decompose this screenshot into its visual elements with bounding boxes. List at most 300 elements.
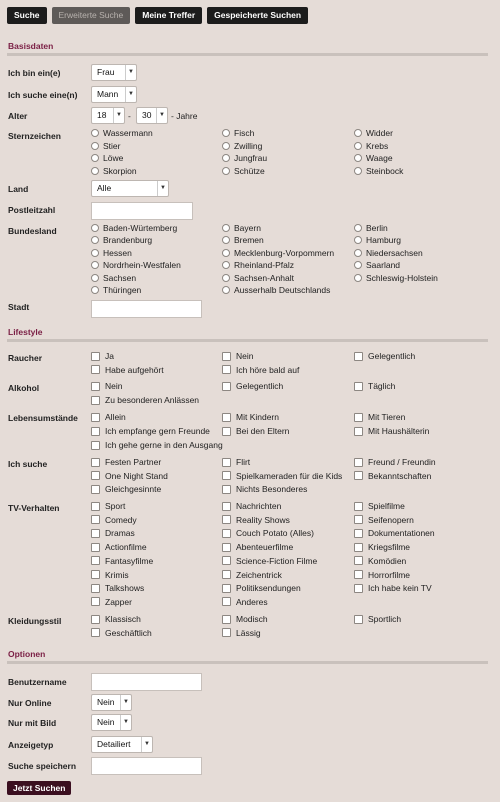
checkbox[interactable]	[91, 427, 100, 436]
radio-button[interactable]	[354, 249, 362, 257]
kleidungsstil-label: Kleidungsstil	[8, 616, 62, 626]
checkbox[interactable]	[222, 471, 231, 480]
checkbox[interactable]	[222, 556, 231, 565]
radio-option[interactable]	[91, 247, 132, 259]
option-label: Reality Shows	[236, 514, 290, 525]
option-label: Allein	[105, 412, 126, 422]
checkbox[interactable]	[222, 413, 231, 422]
checkbox[interactable]	[354, 515, 363, 524]
radio-option[interactable]	[222, 222, 261, 234]
ich-suche-value: Mann	[97, 89, 119, 99]
checkbox[interactable]	[222, 628, 231, 637]
ich-suche-lifestyle-label: Ich suche	[8, 459, 48, 469]
checkbox-option[interactable]	[222, 350, 253, 362]
radio-button[interactable]	[91, 154, 99, 162]
postleitzahl-label: Postleitzahl	[8, 205, 56, 215]
chevron-down-icon: ▼	[125, 65, 136, 80]
option-label: Mit Kindern	[236, 412, 279, 422]
option-label: Fantasyfilme	[105, 555, 154, 566]
radio-button[interactable]	[354, 167, 362, 175]
alter-suffix: - Jahre	[171, 111, 198, 121]
bundesland-label: Bundesland	[8, 226, 57, 236]
nur-mit-bild-label: Nur mit Bild	[8, 718, 57, 728]
checkbox-option[interactable]	[354, 555, 406, 567]
option-label: Thüringen	[103, 285, 142, 295]
section-divider	[7, 661, 488, 664]
radio-option[interactable]	[91, 222, 177, 234]
checkbox-option[interactable]	[354, 411, 405, 423]
checkbox[interactable]	[91, 529, 100, 538]
radio-option[interactable]	[222, 284, 330, 296]
radio-button[interactable]	[91, 286, 99, 294]
tab-meine-treffer[interactable]: Meine Treffer	[135, 7, 202, 24]
checkbox-option[interactable]	[222, 364, 299, 376]
option-label: Fisch	[234, 128, 255, 138]
checkbox-option[interactable]	[222, 569, 282, 581]
jetzt-suchen-button[interactable]: Jetzt Suchen	[7, 781, 71, 795]
option-label: Horrorfilme	[368, 569, 411, 580]
option-label: Gelegentlich	[368, 351, 416, 361]
checkbox[interactable]	[91, 543, 100, 552]
radio-button[interactable]	[354, 261, 362, 269]
option-label: Gelegentlich	[236, 381, 284, 391]
raucher-label: Raucher	[8, 353, 43, 363]
checkbox-option[interactable]	[354, 582, 432, 594]
option-label: Täglich	[368, 381, 396, 391]
ich-suche-label: Ich suche eine(n)	[8, 90, 78, 100]
checkbox[interactable]	[91, 584, 100, 593]
checkbox-option[interactable]	[222, 582, 301, 594]
option-label: Dramas	[105, 528, 135, 539]
checkbox-option[interactable]	[354, 569, 410, 581]
radio-option[interactable]	[354, 127, 393, 139]
alter-from-select[interactable]	[91, 107, 125, 124]
checkbox-option[interactable]	[91, 380, 122, 392]
radio-option[interactable]	[354, 272, 438, 284]
radio-button[interactable]	[222, 261, 230, 269]
checkbox-option[interactable]	[91, 456, 161, 468]
option-label: Schütze	[234, 166, 265, 177]
option-label: Festen Partner	[105, 457, 162, 467]
checkbox-option[interactable]	[91, 569, 129, 581]
radio-option[interactable]	[91, 140, 120, 152]
land-label: Land	[8, 184, 29, 194]
option-label: Zeichentrick	[236, 569, 282, 580]
radio-button[interactable]	[222, 249, 230, 257]
checkbox[interactable]	[222, 427, 231, 436]
option-label: Brandenburg	[103, 235, 153, 246]
option-label: Ja	[105, 351, 114, 361]
option-label: Wassermann	[103, 128, 153, 138]
option-label: Nachrichten	[236, 501, 282, 511]
stadt-label: Stadt	[8, 302, 30, 312]
option-label: Klassisch	[105, 614, 141, 624]
checkbox-option[interactable]	[91, 527, 135, 539]
checkbox-option[interactable]	[222, 527, 314, 539]
checkbox[interactable]	[222, 485, 231, 494]
radio-option[interactable]	[222, 234, 264, 246]
checkbox[interactable]	[91, 352, 100, 361]
checkbox-option[interactable]	[91, 350, 114, 362]
option-label: Nein	[236, 351, 254, 361]
option-label: Geschäftlich	[105, 627, 152, 638]
checkbox[interactable]	[222, 382, 231, 391]
checkbox[interactable]	[354, 543, 363, 552]
option-label: Dokumentationen	[368, 528, 435, 539]
option-label: Spielfilme	[368, 501, 405, 511]
option-label: Talkshows	[105, 583, 145, 594]
checkbox-option[interactable]	[354, 613, 401, 625]
option-label: Krebs	[366, 140, 389, 151]
checkbox-option[interactable]	[222, 483, 307, 495]
checkbox[interactable]	[91, 365, 100, 374]
option-label: Berlin	[366, 223, 388, 233]
option-label: Mecklenburg-Vorpommern	[234, 247, 335, 258]
checkbox[interactable]	[354, 413, 363, 422]
radio-option[interactable]	[91, 152, 123, 164]
radio-option[interactable]	[354, 247, 423, 259]
option-label: Sachsen-Anhalt	[234, 272, 295, 283]
radio-option[interactable]	[354, 140, 388, 152]
benutzername-label: Benutzername	[8, 677, 67, 687]
checkbox-option[interactable]	[222, 596, 268, 608]
chevron-down-icon: ▼	[157, 181, 168, 196]
checkbox-option[interactable]	[354, 541, 410, 553]
tab-suche[interactable]: Suche	[7, 7, 47, 24]
ich-suche-select[interactable]	[91, 86, 137, 103]
radio-button[interactable]	[91, 249, 99, 257]
checkbox-option[interactable]	[91, 483, 161, 495]
option-label: Seifenopern	[368, 514, 414, 525]
checkbox-option[interactable]	[354, 456, 436, 468]
radio-button[interactable]	[222, 236, 230, 244]
option-label: Hessen	[103, 247, 132, 258]
checkbox-option[interactable]	[222, 456, 250, 468]
checkbox[interactable]	[354, 529, 363, 538]
checkbox-option[interactable]	[222, 500, 281, 512]
radio-button[interactable]	[91, 274, 99, 282]
checkbox[interactable]	[354, 615, 363, 624]
checkbox-option[interactable]	[91, 541, 147, 553]
option-label: Ich habe kein TV	[368, 583, 432, 594]
option-label: Sport	[105, 501, 126, 511]
option-label: Waage	[366, 153, 393, 164]
checkbox[interactable]	[222, 615, 231, 624]
alter-separator: -	[128, 111, 131, 121]
anzeigetyp-label: Anzeigetyp	[8, 740, 54, 750]
checkbox-option[interactable]	[222, 470, 342, 482]
radio-button[interactable]	[354, 236, 362, 244]
checkbox[interactable]	[354, 382, 363, 391]
checkbox-option[interactable]	[91, 555, 153, 567]
option-label: Ich empfange gern Freunde	[105, 426, 210, 436]
checkbox[interactable]	[91, 615, 100, 624]
radio-option[interactable]	[222, 259, 294, 271]
suche-speichern-input[interactable]	[91, 757, 202, 775]
checkbox[interactable]	[222, 502, 231, 511]
option-label: Nordrhein-Westfalen	[103, 260, 181, 271]
checkbox[interactable]	[222, 515, 231, 524]
option-label: Freund / Freundin	[368, 457, 436, 467]
radio-option[interactable]	[91, 234, 152, 246]
checkbox-option[interactable]	[222, 627, 261, 639]
option-label: Nein	[105, 381, 123, 391]
ich-bin-select[interactable]	[91, 64, 137, 81]
option-label: Löwe	[103, 153, 124, 164]
option-label: Mit Haushälterin	[368, 426, 430, 436]
option-label: Rheinland-Pfalz	[234, 260, 295, 271]
option-label: Abenteuerfilme	[236, 542, 294, 553]
benutzername-input[interactable]	[91, 673, 202, 691]
checkbox[interactable]	[222, 543, 231, 552]
radio-option[interactable]	[222, 140, 262, 152]
checkbox-option[interactable]	[222, 380, 283, 392]
radio-option[interactable]	[354, 152, 393, 164]
radio-option[interactable]	[354, 222, 388, 234]
checkbox-option[interactable]	[354, 514, 414, 526]
checkbox-option[interactable]	[222, 514, 290, 526]
radio-option[interactable]	[91, 165, 137, 177]
radio-option[interactable]	[91, 259, 181, 271]
checkbox[interactable]	[91, 382, 100, 391]
radio-option[interactable]	[354, 259, 400, 271]
chevron-down-icon: ▼	[120, 695, 131, 710]
checkbox[interactable]	[354, 427, 363, 436]
option-label: Bekanntschaften	[368, 470, 432, 481]
radio-button[interactable]	[354, 274, 362, 282]
radio-option[interactable]	[222, 247, 334, 259]
option-label: Skorpion	[103, 166, 137, 177]
checkbox[interactable]	[91, 556, 100, 565]
checkbox[interactable]	[222, 352, 231, 361]
checkbox-option[interactable]	[354, 527, 435, 539]
nur-online-label: Nur Online	[8, 698, 52, 708]
option-label: Ich höre bald auf	[236, 364, 300, 375]
nur-mit-bild-select[interactable]	[91, 714, 132, 731]
option-label: Jungfrau	[234, 153, 268, 164]
option-label: Sachsen	[103, 272, 137, 283]
checkbox[interactable]	[354, 502, 363, 511]
radio-button[interactable]	[222, 224, 230, 232]
radio-option[interactable]	[222, 272, 294, 284]
radio-option[interactable]	[91, 272, 136, 284]
option-label: Mit Tieren	[368, 412, 406, 422]
suche-speichern-label: Suche speichern	[8, 761, 77, 771]
option-label: Niedersachsen	[366, 247, 423, 258]
checkbox[interactable]	[222, 597, 231, 606]
option-label: Habe aufgehört	[105, 364, 164, 375]
checkbox-option[interactable]	[91, 582, 144, 594]
radio-button[interactable]	[354, 154, 362, 162]
section-divider	[7, 339, 488, 342]
checkbox[interactable]	[354, 471, 363, 480]
radio-option[interactable]	[222, 127, 254, 139]
checkbox-option[interactable]	[91, 500, 125, 512]
option-label: Anderes	[236, 596, 268, 607]
tab-erweiterte-suche[interactable]: Erweiterte Suche	[52, 7, 131, 24]
checkbox[interactable]	[222, 458, 231, 467]
radio-button[interactable]	[222, 167, 230, 175]
option-label: Widder	[366, 128, 393, 138]
checkbox-option[interactable]	[222, 425, 289, 437]
section-title-optionen: Optionen	[8, 649, 46, 659]
section-title-basisdaten: Basisdaten	[8, 41, 54, 51]
option-label: Zapper	[105, 596, 132, 607]
radio-button[interactable]	[222, 142, 230, 150]
option-label: Hamburg	[366, 235, 401, 246]
radio-option[interactable]	[91, 284, 141, 296]
checkbox-option[interactable]	[91, 470, 168, 482]
checkbox[interactable]	[222, 529, 231, 538]
checkbox[interactable]	[91, 441, 100, 450]
land-select[interactable]	[91, 180, 169, 197]
option-label: Modisch	[236, 614, 268, 624]
option-label: Science-Fiction Filme	[236, 555, 318, 566]
section-title-lifestyle: Lifestyle	[8, 327, 43, 337]
checkbox-option[interactable]	[354, 500, 405, 512]
checkbox-option[interactable]	[91, 439, 223, 451]
checkbox-option[interactable]	[222, 541, 293, 553]
checkbox[interactable]	[222, 570, 231, 579]
checkbox[interactable]	[91, 458, 100, 467]
tab-bar	[7, 7, 308, 24]
chevron-down-icon: ▼	[125, 87, 136, 102]
nur-online-select[interactable]	[91, 694, 132, 711]
option-label: Bei den Eltern	[236, 426, 290, 436]
ich-bin-label: Ich bin ein(e)	[8, 68, 61, 78]
radio-button[interactable]	[91, 142, 99, 150]
checkbox-option[interactable]	[222, 613, 268, 625]
option-label: Baden-Würtemberg	[103, 223, 178, 233]
option-label: Zu besonderen Anlässen	[105, 395, 200, 405]
option-label: One Night Stand	[105, 470, 168, 481]
option-label: Steinbock	[366, 166, 404, 177]
checkbox-option[interactable]	[222, 411, 279, 423]
option-label: Zwilling	[234, 140, 263, 151]
checkbox-option[interactable]	[91, 394, 199, 406]
alter-label: Alter	[8, 111, 28, 121]
nur-online-value: Nein	[97, 697, 115, 707]
option-label: Bayern	[234, 223, 261, 233]
land-value: Alle	[97, 183, 112, 193]
checkbox[interactable]	[91, 597, 100, 606]
checkbox[interactable]	[91, 413, 100, 422]
option-label: Kriegsfilme	[368, 542, 411, 553]
radio-button[interactable]	[222, 154, 230, 162]
checkbox-option[interactable]	[91, 425, 210, 437]
checkbox[interactable]	[354, 458, 363, 467]
postleitzahl-input[interactable]	[91, 202, 193, 220]
chevron-down-icon: ▼	[120, 715, 131, 730]
checkbox[interactable]	[91, 502, 100, 511]
chevron-down-icon: ▼	[156, 108, 167, 123]
checkbox[interactable]	[354, 584, 363, 593]
radio-button[interactable]	[91, 167, 99, 175]
checkbox-option[interactable]	[354, 380, 395, 392]
option-label: Saarland	[366, 260, 401, 271]
tab-gespeicherte-suchen[interactable]: Gespeicherte Suchen	[207, 7, 308, 24]
chevron-down-icon: ▼	[141, 737, 152, 752]
nur-mit-bild-value: Nein	[97, 717, 115, 727]
checkbox[interactable]	[91, 570, 100, 579]
alter-from-value: 18	[97, 110, 107, 120]
checkbox-option[interactable]	[91, 613, 141, 625]
option-label: Actionfilme	[105, 542, 147, 553]
radio-button[interactable]	[222, 129, 230, 137]
radio-option[interactable]	[354, 234, 401, 246]
radio-button[interactable]	[222, 274, 230, 282]
checkbox[interactable]	[222, 584, 231, 593]
checkbox[interactable]	[91, 471, 100, 480]
option-label: Ausserhalb Deutschlands	[234, 285, 331, 295]
checkbox-option[interactable]	[91, 627, 152, 639]
radio-button[interactable]	[354, 224, 362, 232]
anzeigetyp-select[interactable]	[91, 736, 153, 753]
chevron-down-icon: ▼	[113, 108, 124, 123]
radio-button[interactable]	[91, 261, 99, 269]
radio-button[interactable]	[91, 129, 99, 137]
alter-to-value: 30	[142, 110, 152, 120]
option-label: Ich gehe gerne in den Ausgang	[105, 440, 223, 450]
sternzeichen-label: Sternzeichen	[8, 131, 61, 141]
radio-option[interactable]	[354, 165, 403, 177]
option-label: Spielkameraden für die Kids	[236, 470, 343, 481]
checkbox-option[interactable]	[354, 350, 415, 362]
option-label: Komödien	[368, 555, 407, 566]
option-label: Bremen	[234, 235, 264, 246]
option-label: Gleichgesinnte	[105, 484, 162, 494]
radio-button[interactable]	[222, 286, 230, 294]
checkbox[interactable]	[354, 570, 363, 579]
option-label: Lässig	[236, 627, 261, 638]
ich-bin-value: Frau	[97, 67, 115, 77]
option-label: Comedy	[105, 514, 137, 525]
radio-button[interactable]	[91, 224, 99, 232]
radio-option[interactable]	[222, 165, 265, 177]
radio-button[interactable]	[354, 129, 362, 137]
stadt-input[interactable]	[91, 300, 202, 318]
checkbox-option[interactable]	[222, 555, 317, 567]
checkbox[interactable]	[354, 352, 363, 361]
checkbox-option[interactable]	[91, 411, 126, 423]
anzeigetyp-value: Detailiert	[97, 739, 131, 749]
checkbox[interactable]	[91, 485, 100, 494]
checkbox-option[interactable]	[91, 596, 132, 608]
option-label: Schleswig-Holstein	[366, 272, 438, 283]
checkbox[interactable]	[91, 628, 100, 637]
checkbox-option[interactable]	[91, 364, 164, 376]
checkbox[interactable]	[91, 396, 100, 405]
radio-button[interactable]	[91, 236, 99, 244]
section-divider	[7, 53, 488, 56]
checkbox-option[interactable]	[354, 470, 431, 482]
radio-button[interactable]	[354, 142, 362, 150]
radio-option[interactable]	[222, 152, 267, 164]
checkbox[interactable]	[354, 556, 363, 565]
option-label: Politiksendungen	[236, 583, 301, 594]
checkbox[interactable]	[222, 365, 231, 374]
checkbox[interactable]	[91, 515, 100, 524]
option-label: Couch Potato (Alles)	[236, 528, 314, 539]
radio-option[interactable]	[91, 127, 153, 139]
option-label: Flirt	[236, 457, 251, 467]
lebensumstaende-label: Lebensumstände	[8, 413, 78, 423]
alter-to-select[interactable]	[136, 107, 168, 124]
checkbox-option[interactable]	[91, 514, 137, 526]
option-label: Sportlich	[368, 614, 402, 624]
option-label: Stier	[103, 140, 121, 151]
checkbox-option[interactable]	[354, 425, 429, 437]
